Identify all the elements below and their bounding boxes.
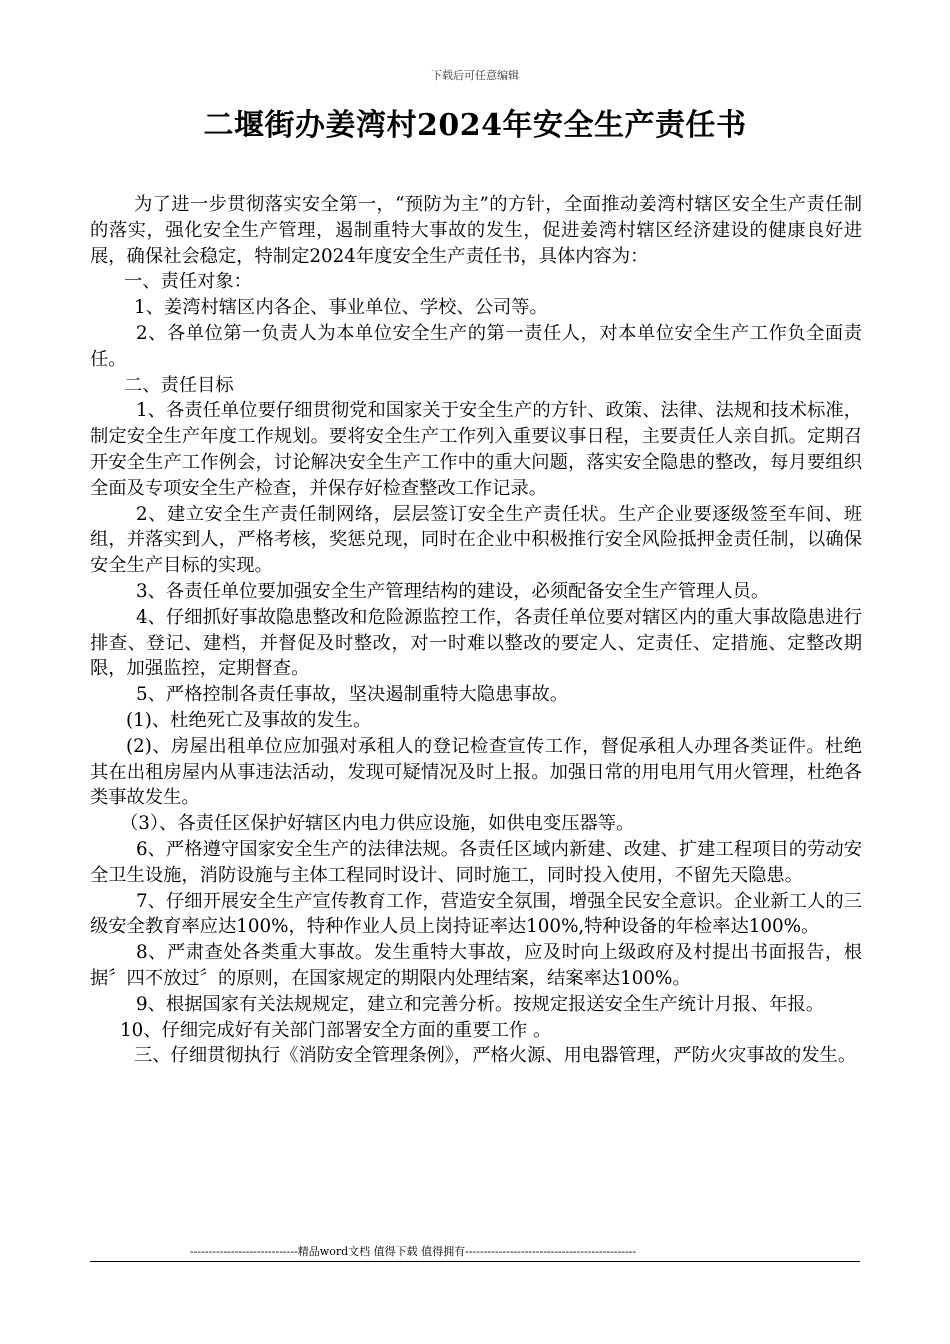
footer-divider	[90, 1261, 860, 1262]
footer-text: -----------------------------精品word文档 值得下载 值得拥有----------------------------------------------	[190, 1245, 637, 1258]
paragraph: 9、根据国家有关法规规定，建立和完善分析。按规定报送安全生产统计月报、年报。	[136, 993, 825, 1015]
paragraph: 5、严格控制各责任事故，坚决遏制重特大隐患事故。	[136, 684, 569, 706]
document-body	[90, 192, 862, 1069]
paragraph: 8、严肃查处各类重大事故。发生重特大事故，应及时向上级政府及村提出书面报告，根据〞四不放过〞的原则，在国家规定的期限内处理结案，结案率达100%。	[90, 942, 862, 989]
paragraph: 2、建立安全生产责任制网络，层层签订安全生产责任状。生产企业要逐级签至车间、班组，并落实到人，严格考核，奖惩兑现，同时在企业中积极推行安全风险抵押金责任制，以确保安全生产目标的实现。	[90, 503, 862, 577]
paragraph: （3）、各责任区保护好辖区内电力供应设施，如供电变压器等。	[120, 813, 635, 835]
paragraph: 3、各责任单位要加强安全生产管理结构的建设，必须配备安全生产管理人员。	[136, 580, 770, 602]
paragraph: (2)、房屋出租单位应加强对承租人的登记检查宣传工作，督促承租人办理各类证件。杜绝其在出租房屋内从事违法活动，发现可疑情况及时上报。加强日常的用电用气用火管理，杜绝各类事故发生。	[90, 735, 862, 809]
paragraph: 三、仔细贯彻执行《消防安全管理条例》，严格火源、用电器管理，严防火灾事故的发生。	[134, 1045, 857, 1067]
paragraph: 1、各责任单位要仔细贯彻党和国家关于安全生产的方针、政策、法律、法规和技术标准，制定安全生产年度工作规划。要将安全生产工作列入重要议事日程，主要责任人亲自抓。定期召开安全生产工作例会，讨论解决安全生产工作中的重大问题，落实安全隐患的整改，每月要组织全面及专项安全生产检查，并保存好检查整改工作记录。	[90, 400, 862, 499]
paragraph: 10、仔细完成好有关部门部署安全方面的重要工作 。	[120, 1019, 552, 1041]
paragraph: 4、仔细抓好事故隐患整改和危险源监控工作，各责任单位要对辖区内的重大事故隐患进行排查、登记、建档，并督促及时整改，对一时难以整改的要定人、定责任、定措施、定整改期限，加强监控，定期督查。	[90, 606, 862, 680]
paragraph: 1、姜湾村辖区内各企、事业单位、学校、公司等。	[134, 297, 548, 319]
paragraph: (1)、杜绝死亡及事故的发生。	[126, 709, 372, 731]
document-title: 二堰街办姜湾村2024年安全生产责任书	[203, 108, 747, 143]
paragraph: 为了进一步贯彻落实安全第一，“预防为主”的方针，全面推动姜湾村辖区安全生产责任制的落实，强化安全生产管理，遏制重特大事故的发生，促进姜湾村辖区经济建设的健康良好进展，确保社会稳定，特制定2024年度安全生产责任书，具体内容为：	[90, 194, 862, 267]
paragraph: 二、责任目标	[124, 374, 234, 396]
header-note: 下载后可任意编辑	[431, 69, 519, 82]
paragraph: 7、仔细开展安全生产宣传教育工作，营造安全氛围，增强全民安全意识。企业新工人的三级安全教育率应达100%，特种作业人员上岗持证率达100%,特种设备的年检率达100%。	[90, 890, 862, 938]
paragraph: 6、严格遵守国家安全生产的法律法规。各责任区域内新建、改建、扩建工程项目的劳动安全卫生设施，消防设施与主体工程同时设计、同时施工，同时投入使用，不留先天隐患。	[90, 838, 862, 886]
paragraph: 一、责任对象：	[124, 271, 252, 293]
paragraph: 2、各单位第一负责人为本单位安全生产的第一责任人，对本单位安全生产工作负全面责任。	[90, 322, 862, 370]
